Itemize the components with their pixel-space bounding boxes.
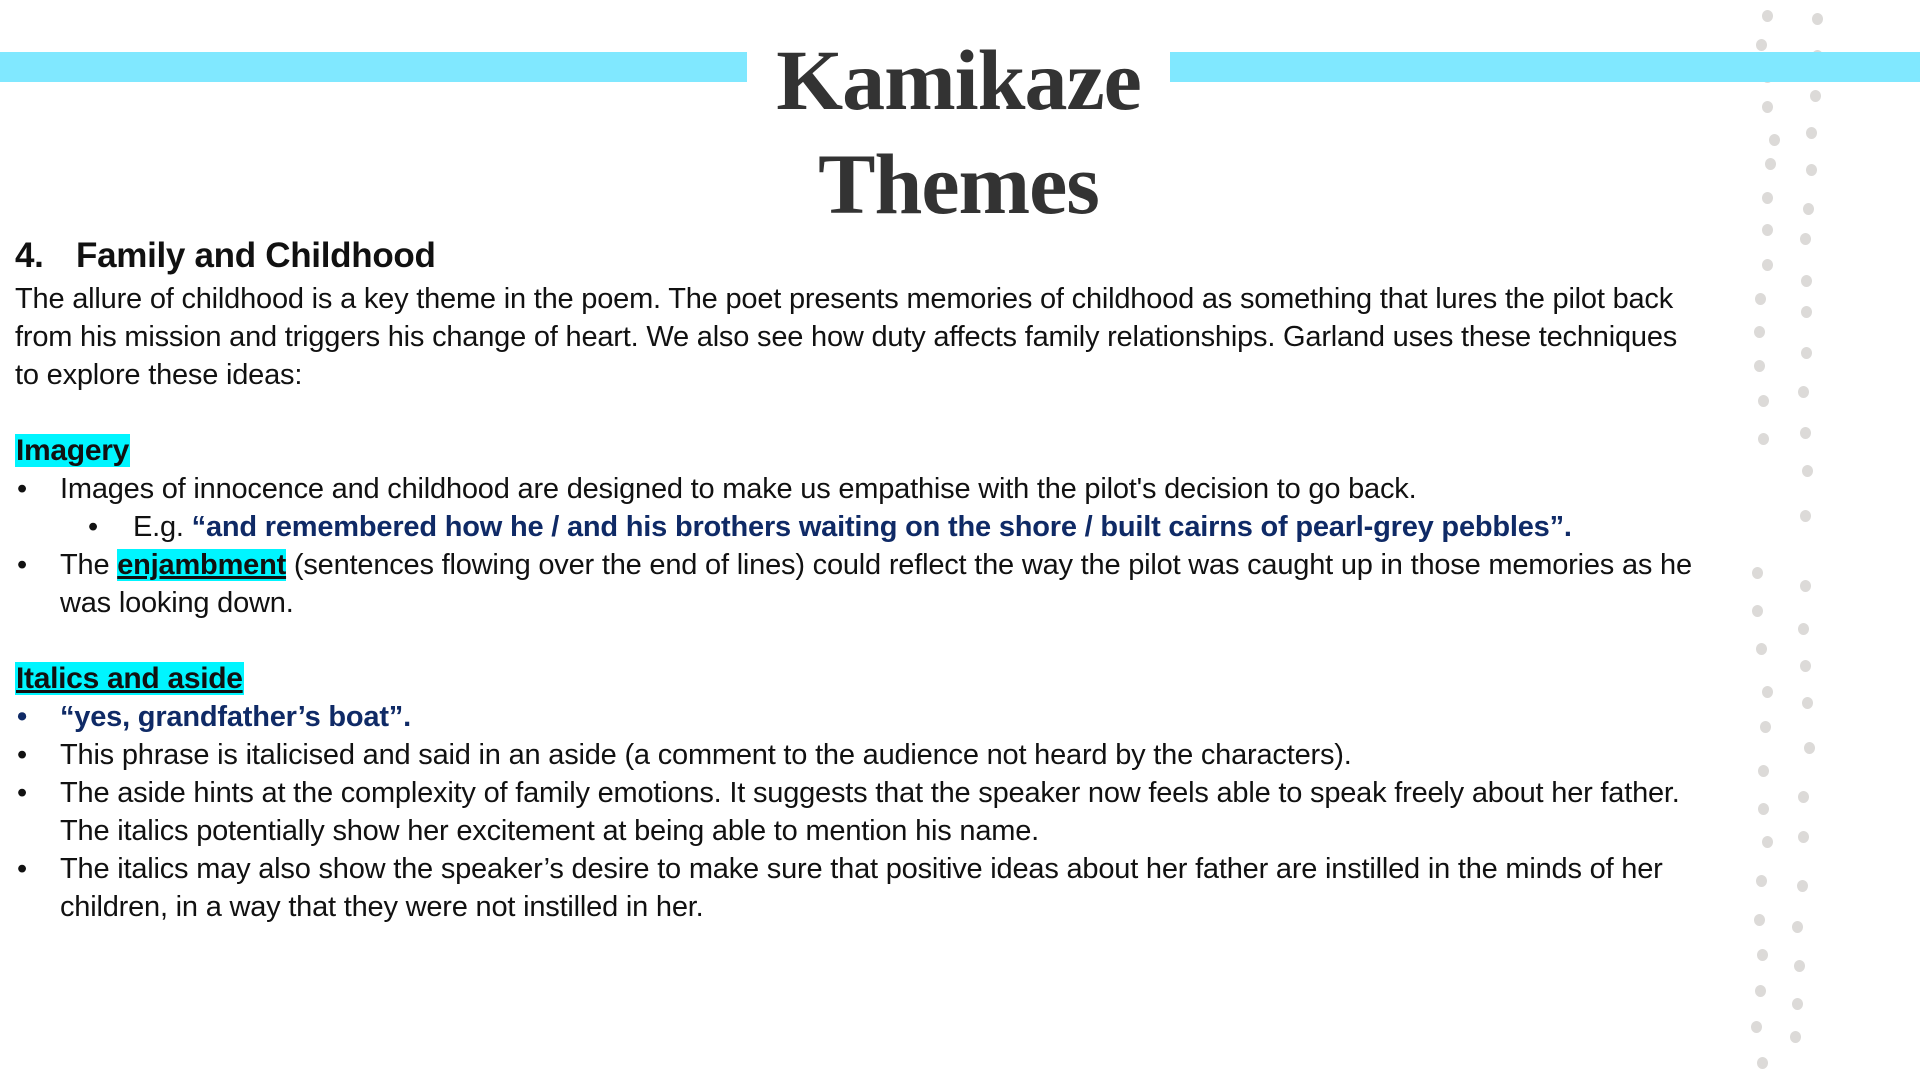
list-item-quote: • “yes, grandfather’s boat”. bbox=[15, 698, 1705, 736]
text: (sentences flowing over the end of lines) could reflect the way the pilot was caught up in those memories as he was looking down. bbox=[60, 549, 1692, 619]
example-prefix: E.g. bbox=[133, 511, 192, 543]
list-item bbox=[15, 546, 1705, 622]
section-heading-text: Family and Childhood bbox=[76, 236, 436, 275]
key-term-enjambment: enjambment bbox=[117, 549, 287, 581]
section-number: 4. bbox=[15, 236, 44, 275]
accent-bar-left bbox=[0, 52, 747, 82]
title-line-2: Themes bbox=[818, 136, 1099, 232]
imagery-heading bbox=[15, 432, 1705, 470]
section-heading bbox=[15, 232, 1705, 280]
slide-title bbox=[747, 28, 1170, 236]
title-line-1: Kamikaze bbox=[776, 32, 1141, 128]
list-item: • The italics may also show the speaker’s desire to make sure that positive ideas about her father are instilled in the minds of her children, in a way that they were not instilled in her. bbox=[15, 850, 1705, 926]
slide-body bbox=[15, 232, 1705, 926]
list-item-example bbox=[15, 508, 1705, 546]
italics-heading-text: Italics and aside bbox=[16, 662, 243, 695]
imagery-heading-text: Imagery bbox=[16, 434, 129, 467]
list-item: • Images of innocence and childhood are designed to make us empathise with the pilot's decision to go back. bbox=[15, 470, 1705, 508]
italics-heading bbox=[15, 660, 1705, 698]
decorative-dots bbox=[1740, 0, 1860, 1080]
list-item: • The aside hints at the complexity of family emotions. It suggests that the speaker now feels able to speak freely about her father. The italics potentially show her excitement at being able to mention his name. bbox=[15, 774, 1705, 850]
imagery-list bbox=[15, 470, 1705, 622]
intro-paragraph: The allure of childhood is a key theme in the poem. The poet presents memories of childhood as something that lures the pilot back from his mission and triggers his change of heart. We also see how duty affects family relationships. Garland uses these techniques to explore these ideas: bbox=[15, 283, 1678, 391]
list-item: • This phrase is italicised and said in an aside (a comment to the audience not heard by the characters). bbox=[15, 736, 1705, 774]
text: The bbox=[60, 549, 118, 581]
poem-quote: “and remembered how he / and his brothers waiting on the shore / built cairns of pearl-grey pebbles”. bbox=[191, 511, 1572, 543]
italics-list bbox=[15, 698, 1705, 926]
accent-bar-right bbox=[1170, 52, 1920, 82]
